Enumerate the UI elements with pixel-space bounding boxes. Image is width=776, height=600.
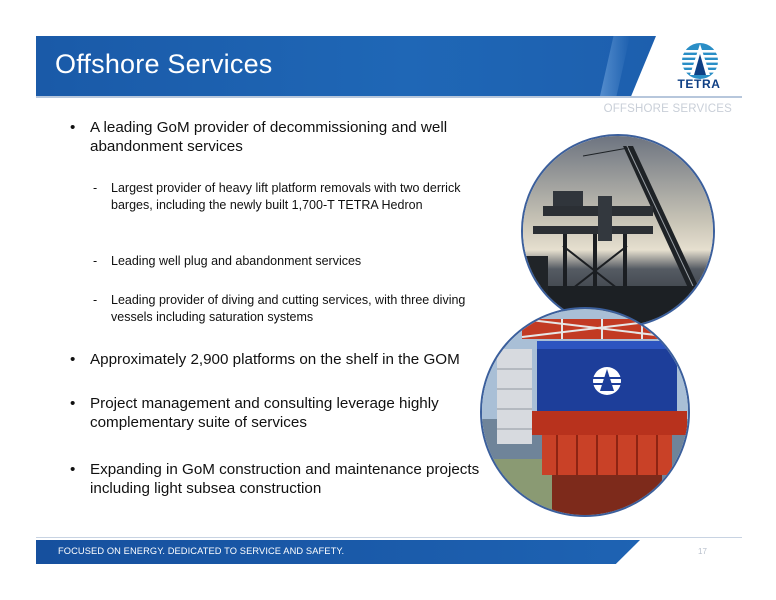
bullet-item: • Approximately 2,900 platforms on the shelf in the GOM (68, 350, 510, 369)
page-number: 17 (698, 547, 707, 556)
page-title: Offshore Services (55, 49, 273, 79)
footer-divider (36, 537, 742, 538)
derrick-barge-photo (480, 307, 690, 517)
header-divider (36, 96, 742, 98)
logo-wordmark: TETRA (677, 77, 721, 91)
sub-bullet-item: - Leading provider of diving and cutting services, with three diving vessels including saturation systems (68, 292, 501, 325)
bullet-item: • Project management and consulting leverage highly complementary suite of services (68, 394, 490, 432)
bullet-item: • Expanding in GoM construction and maintenance projects including light subsea construction (68, 460, 490, 498)
sub-bullet-item: - Leading well plug and abandonment services (68, 253, 501, 270)
sub-bullet-item: - Largest provider of heavy lift platform removals with two derrick barges, including the newly built 1,700-T TETRA Hedron (68, 180, 501, 213)
section-label: OFFSHORE SERVICES (603, 103, 732, 115)
bullet-item: • A leading GoM provider of decommissioning and well abandonment services (68, 118, 500, 156)
platform-photo (521, 134, 715, 328)
footer-tagline: FOCUSED ON ENERGY. DEDICATED TO SERVICE AND SAFETY. (58, 546, 345, 556)
